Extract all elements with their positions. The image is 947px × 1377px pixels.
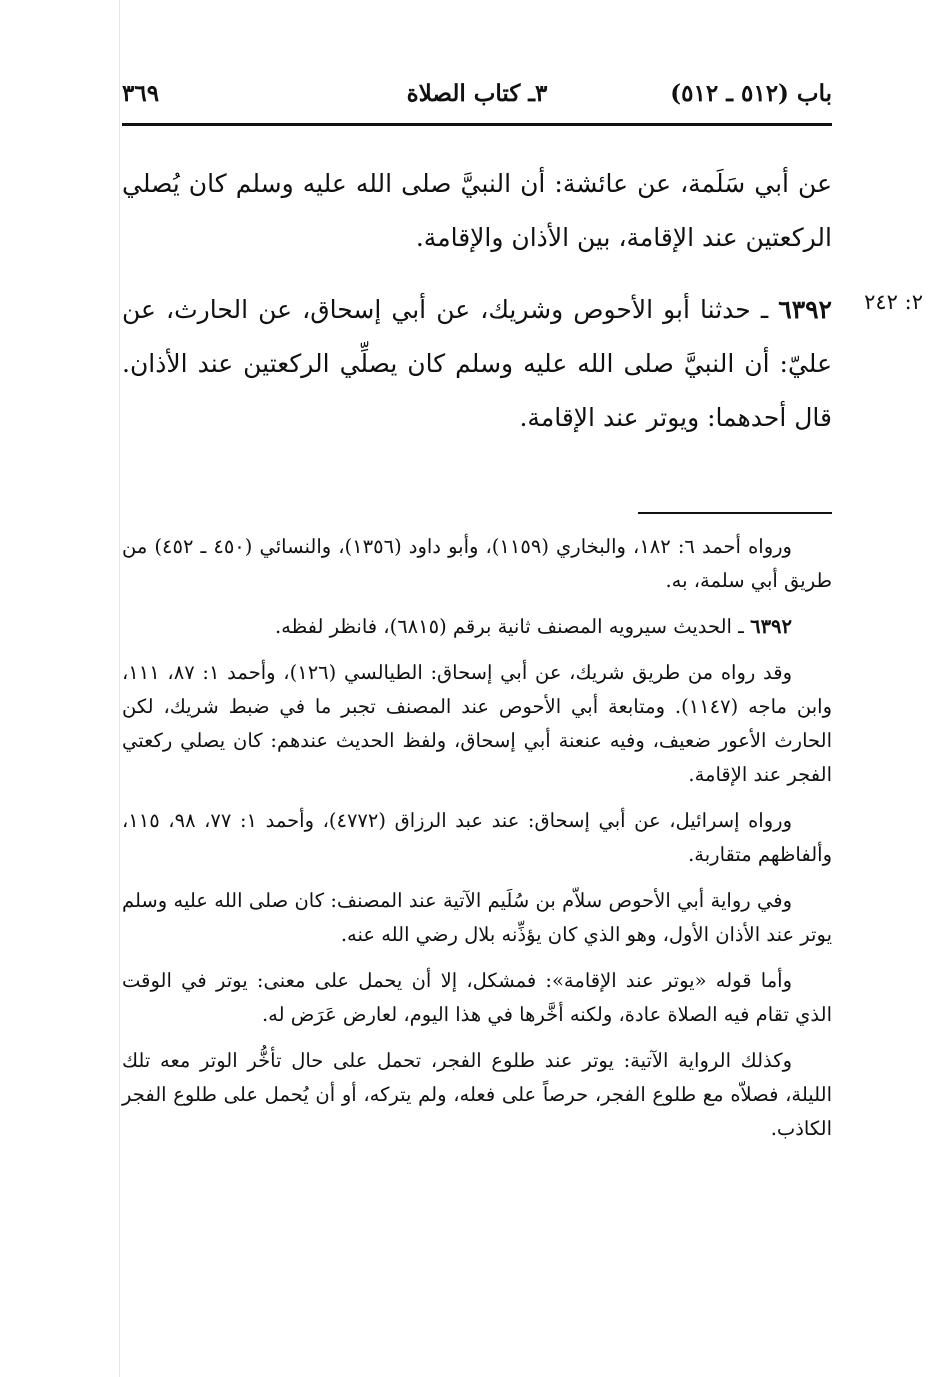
chapter-range: باب (٥١٢ ـ ٥١٢) (670, 80, 832, 107)
footnote-2 (122, 610, 832, 644)
main-text-block-2 (122, 283, 832, 445)
footnote-5: وفي رواية أبي الأحوص سلاّم بن سُلَيم الآتية عند المصنف: كان صلى الله عليه وسلم يوتر عند الأذان الأول، وهو الذي كان يؤذِّنه بلال رضي الله عنه. (122, 889, 832, 946)
page-number: ٣٦٩ (122, 80, 160, 107)
footnote-7: وكذلك الرواية الآتية: يوتر عند طلوع الفجر، تحمل على حال تأخُّر الوتر معه تلك الليلة، فصلاّه مع طلوع الفجر، حرصاً على فعله، ولم يتركه، أو أن يُحمل على طلوع الفجر الكاذب. (122, 1049, 832, 1140)
footnote-hadith-number: ٦٣٩٢ (750, 615, 792, 638)
main-paragraph-2 (122, 283, 832, 445)
main-text-block-1 (122, 157, 832, 265)
page-gutter-line (119, 0, 120, 1377)
footnote-2-text: ـ الحديث سيرويه المصنف ثانية برقم (٦٨١٥)، فانظر لفظه. (274, 615, 744, 638)
footnote-1: ورواه أحمد ٦: ١٨٢، والبخاري (١١٥٩)، وأبو داود (١٣٥٦)، والنسائي (٤٥٠ ـ ٤٥٢) من طريق أبي سلمة، به. (122, 535, 832, 592)
hadith-number: ٦٣٩٢ (778, 295, 832, 324)
margin-reference: ٢: ٢٤٢ (864, 290, 923, 314)
hadith-text: ـ حدثنا أبو الأحوص وشريك، عن أبي إسحاق، عن الحارث، عن عليّ: أن النبيَّ صلى الله عليه وسلم كان يصلِّي الركعتين عند الأذان. قال أحدهما: ويوتر عند الإقامة. (122, 295, 832, 432)
book-title: ٣ـ كتاب الصلاة (406, 80, 548, 107)
footnotes (122, 530, 832, 1158)
footnote-4: ورواه إسرائيل، عن أبي إسحاق: عند عبد الرزاق (٤٧٧٢)، وأحمد ١: ٧٧، ٩٨، ١١٥، وألفاظهم متقاربة. (122, 809, 832, 866)
footnote-6: وأما قوله «يوتر عند الإقامة»: فمشكل، إلا أن يحمل على معنى: يوتر في الوقت الذي تقام فيه الصلاة عادة، ولكنه أخَّرها في هذا اليوم، لعارض عَرَض له. (122, 969, 832, 1026)
header-rule (122, 123, 832, 126)
main-paragraph-1: عن أبي سَلَمة، عن عائشة: أن النبيَّ صلى الله عليه وسلم كان يُصلي الركعتين عند الإقامة، بين الأذان والإقامة. (122, 169, 832, 252)
footnote-3: وقد رواه من طريق شريك، عن أبي إسحاق: الطيالسي (١٢٦)، وأحمد ١: ٨٧، ١١١، وابن ماجه (١١٤٧). ومتابعة أبي الأحوص عند المصنف تجبر ما في ضبط شريك، لكن الحارث الأعور ضعيف، وفيه عنعنة أبي إسحاق، ولفظ الحديث عندهم: كان يصلي ركعتي الفجر عند الإقامة. (122, 661, 832, 786)
page-header (122, 76, 832, 116)
footnote-separator (638, 512, 832, 514)
